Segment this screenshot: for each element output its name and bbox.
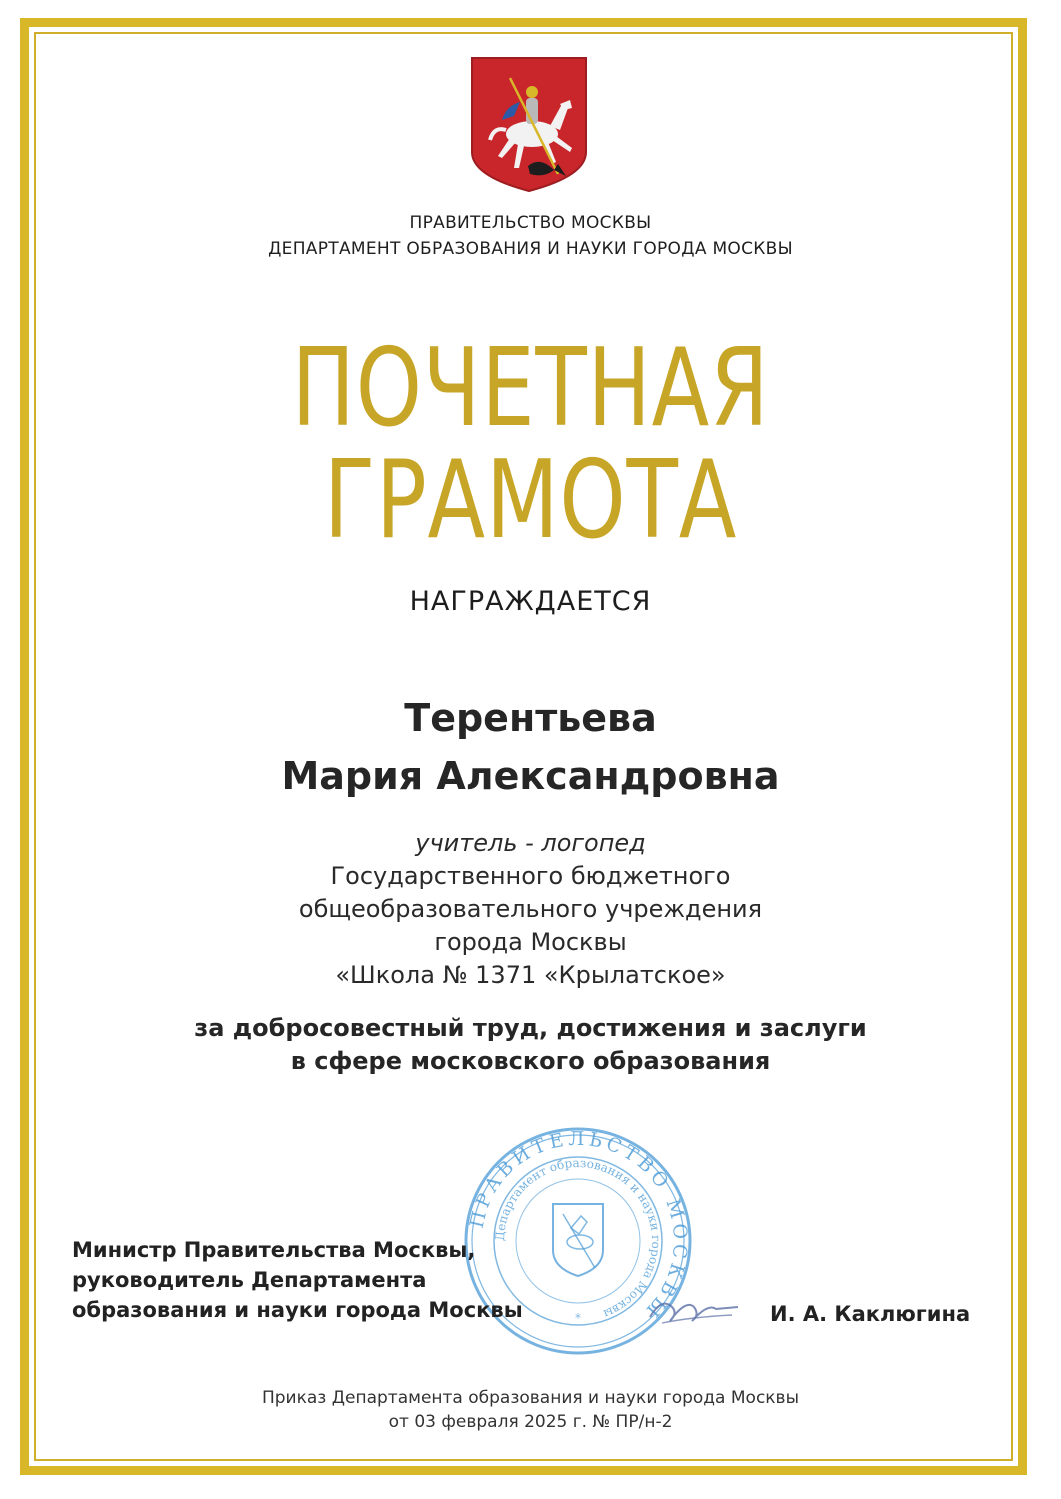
recipient-surname: Терентьева	[404, 696, 657, 740]
recipient-given-names: Мария Александровна	[281, 754, 780, 798]
signatory-title-line-2: руководитель Департамента	[72, 1268, 427, 1292]
seal-ring-text: ПРАВИТЕЛЬСТВО МОСКВЫ	[465, 1127, 692, 1324]
certificate-title-line2: ГРАМОТА	[323, 438, 738, 563]
institution-line-3: города Москвы	[434, 928, 627, 956]
order-reference-line-1: Приказ Департамента образования и науки города Москвы	[261, 1388, 799, 1408]
order-reference-line-2: от 03 февраля 2025 г. № ПР/н-2	[388, 1412, 673, 1432]
moscow-coat-of-arms-icon	[470, 56, 588, 193]
svg-text:*: *	[575, 1311, 581, 1325]
signatory-title-line-1: Министр Правительства Москвы,	[72, 1238, 476, 1262]
certificate-title-line1: ПОЧЕТНАЯ	[291, 326, 770, 451]
institution-line-1: Государственного бюджетного	[330, 862, 731, 890]
awarded-label: НАГРАЖДАЕТСЯ	[409, 586, 652, 617]
institution-line-2: общеобразовательного учреждения	[298, 895, 763, 923]
government-name: ПРАВИТЕЛЬСТВО МОСКВЫ	[409, 213, 652, 233]
merit-line-1: за добросовестный труд, достижения и заслуги	[194, 1014, 867, 1042]
recipient-role: учитель - логопед	[415, 829, 646, 857]
merit-line-2: в сфере московского образования	[290, 1047, 771, 1075]
department-name: ДЕПАРТАМЕНТ ОБРАЗОВАНИЯ И НАУКИ ГОРОДА МОСКВЫ	[268, 239, 793, 259]
institution-line-4: «Школа № 1371 «Крылатское»	[335, 961, 726, 989]
handwritten-signature	[642, 1277, 742, 1337]
signatory-name: И. А. Каклюгина	[770, 1302, 971, 1326]
seal-inner-text: Департамент образования и науки города Москвы	[492, 1155, 664, 1322]
signatory-title-line-3: образования и науки города Москвы	[72, 1298, 523, 1322]
